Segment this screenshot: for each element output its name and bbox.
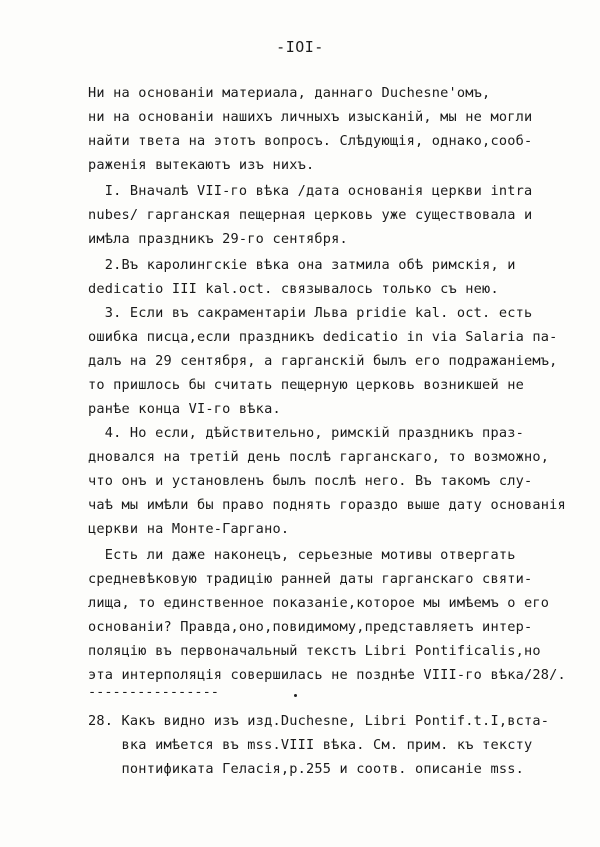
- body-line: средневѣковую традицiю ранней даты гарганскаго святи-: [88, 571, 533, 587]
- body-line: то пришлось бы считать пещерную церковь возникшей не: [88, 377, 524, 393]
- ink-dot: [294, 694, 297, 697]
- body-line: 4. Но если, дѣйствительно, римскiй праздникъ праз-: [88, 425, 524, 441]
- body-line: dedicatio III kal.oct. связывалось только съ нею.: [88, 281, 499, 297]
- body-line: Есть ли даже наконецъ, серьезные мотивы отвергать: [88, 547, 516, 563]
- body-line: церкви на Монте-Гаргано.: [88, 521, 290, 537]
- body-line: имѣла праздникъ 29-го сентября.: [88, 231, 348, 247]
- body-line: Ни на основанiи материала, даннаго Duchesne'омъ,: [88, 85, 491, 101]
- body-line: nubes/ гарганская пещерная церковь уже существовала и: [88, 207, 533, 223]
- footnote-separator: ----------------: [88, 684, 219, 700]
- body-line: раженiя вытекаютъ изъ нихъ.: [88, 157, 315, 173]
- body-line: 3. Если въ сакраментарiи Льва pridie kal. oct. есть: [88, 305, 533, 321]
- footnote-line: понтификата Геласiя,p.255 и соотв. описанiе mss.: [88, 761, 524, 777]
- body-line: поляцiю въ первоначальный текстъ Libri Pontificalis,но: [88, 643, 541, 659]
- body-line: ранѣе конца VI-го вѣка.: [88, 401, 281, 417]
- body-line: ни на основанiи нашихъ личныхъ изысканiй, мы не могли: [88, 109, 533, 125]
- body-line: что онъ и установленъ былъ послѣ него. Въ такомъ слу-: [88, 473, 533, 489]
- body-line: дновался на третiй день послѣ гарганскаго, то возможно,: [88, 449, 550, 465]
- footnote-line: 28. Какъ видно изъ изд.Duchesne, Libri Pontif.t.I,вста-: [88, 713, 550, 729]
- body-line: далъ на 29 сентября, а гарганскiй былъ его подражанiемъ,: [88, 353, 558, 369]
- body-line: эта интерполяцiя совершилась не позднѣе VIII-го вѣка/28/.: [88, 667, 566, 683]
- page-number: -IOI-: [276, 38, 324, 56]
- body-line: ошибка писца,если праздникъ dedicatio in via Salaria па-: [88, 329, 558, 345]
- body-line: лища, то единственное показанiе,которое мы имѣемъ о его: [88, 595, 550, 611]
- body-line: I. Вначалѣ VII-го вѣка /дата основанiя церкви intra: [88, 183, 533, 199]
- body-line: чаѣ мы имѣли бы право поднять гораздо выше дату основанiя: [88, 497, 566, 513]
- body-line: основанiи? Правда,оно,повидимому,представляетъ интер-: [88, 619, 533, 635]
- body-line: найти твета на этотъ вопросъ. Слѣдующiя, однако,сооб-: [88, 133, 533, 149]
- footnote-line: вка имѣется въ mss.VIII вѣка. См. прим. къ тексту: [88, 737, 533, 753]
- body-line: 2.Въ каролингскiе вѣка она затмила обѣ римскiя, и: [88, 257, 516, 273]
